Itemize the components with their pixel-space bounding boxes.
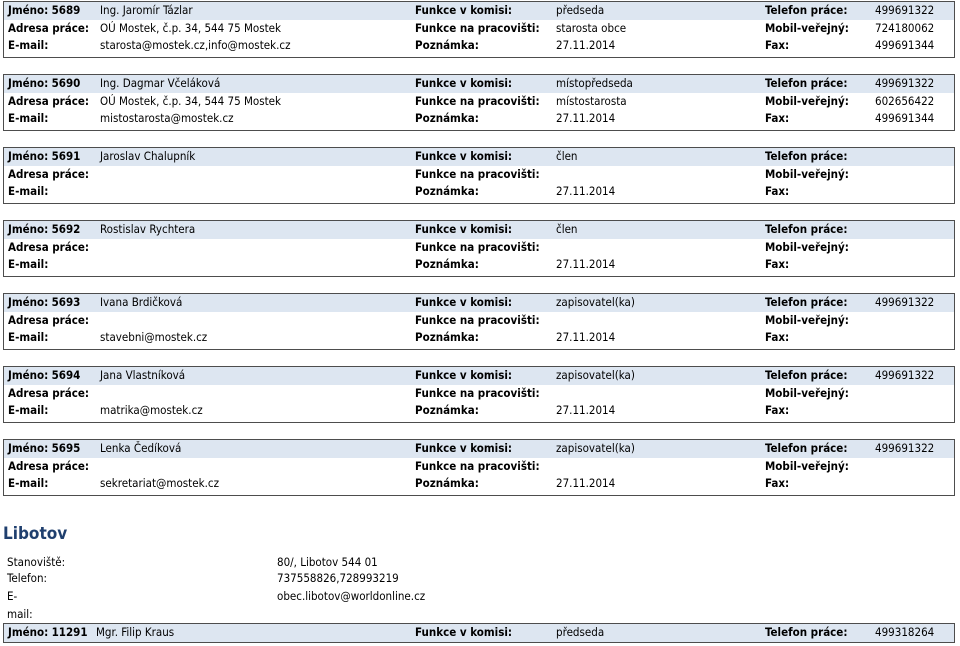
committee-role-label: Funkce v komisi: (411, 2, 552, 20)
phone-value (871, 148, 954, 166)
member-id: 5695 (51, 441, 81, 455)
mobile-label: Mobil-veřejný: (765, 166, 849, 181)
mobile-label: Mobil-veřejný: (765, 385, 849, 400)
phone-value: 499318264 (871, 624, 954, 642)
member-card (3, 293, 955, 350)
note-label: Poznámka: (415, 111, 479, 125)
workplace-role-label: Funkce na pracovišti: (415, 385, 540, 400)
fax-value (871, 402, 954, 420)
member-name: Lenka Čedíková (96, 440, 411, 458)
mobile-value (871, 458, 954, 476)
note-label: Poznámka: (415, 403, 479, 417)
phone-label: Telefon práce: (761, 221, 871, 239)
member-name: Jaroslav Chalupník (96, 148, 411, 166)
committee-role-value: zapisovatel(ka) (552, 440, 761, 458)
phone-label: Telefon: (7, 571, 47, 585)
note-label: Poznámka: (415, 38, 479, 52)
name-label-cell: Jméno: 5693 (4, 294, 96, 312)
note-value: 27.11.2014 (556, 403, 616, 417)
email-value: obec.libotov@worldonline.cz (277, 589, 426, 603)
address-value (96, 166, 411, 184)
name-label-cell: Jméno: 5694 (4, 367, 96, 385)
note-label: Poznámka: (415, 257, 479, 271)
workplace-role-value (552, 239, 761, 257)
name-label-cell: Jméno: 5692 (4, 221, 96, 239)
email-label: E-mail: (8, 184, 49, 198)
note-value: 27.11.2014 (556, 111, 616, 125)
note-value: 27.11.2014 (556, 38, 616, 52)
phone-value: 499691322 (871, 440, 954, 458)
address-value (96, 239, 411, 257)
member-card (3, 74, 955, 131)
phone-value: 499691322 (871, 75, 954, 93)
member-id: 5689 (51, 3, 81, 17)
committee-role-label: Funkce v komisi: (411, 75, 552, 93)
member-name: Mgr. Filip Kraus (92, 624, 411, 642)
address-value (96, 312, 411, 330)
committee-role-label: Funkce v komisi: (411, 440, 552, 458)
note-label: Poznámka: (415, 476, 479, 490)
phone-value: 499691322 (871, 294, 954, 312)
email-label: E-mail: (8, 38, 49, 52)
fax-value: 499691344 (875, 38, 935, 52)
fax-label: Fax: (765, 476, 790, 490)
member-name: Rostislav Rychtera (96, 221, 411, 239)
address-label: Adresa práce: (8, 458, 90, 473)
fax-label: Fax: (765, 257, 790, 271)
address-value (96, 458, 411, 476)
member-card (3, 147, 955, 204)
phone-label: Telefon práce: (761, 2, 871, 20)
email-value (96, 256, 411, 274)
address-label: Adresa práce: (8, 166, 90, 181)
mobile-value (871, 385, 954, 403)
member-name: Jana Vlastníková (96, 367, 411, 385)
address-value (96, 385, 411, 403)
email-value: sekretariat@mostek.cz (100, 476, 219, 490)
mobile-value (871, 239, 954, 257)
mobile-value: 724180062 (875, 20, 935, 35)
note-value: 27.11.2014 (556, 184, 616, 198)
workplace-role-value (552, 385, 761, 403)
committee-role-label: Funkce v komisi: (411, 294, 552, 312)
mobile-value (871, 166, 954, 184)
committee-role-value: člen (552, 148, 761, 166)
mobile-label: Mobil-veřejný: (765, 93, 849, 108)
email-value: starosta@mostek.cz,info@mostek.cz (100, 38, 291, 52)
email-label: E-mail: (8, 476, 49, 490)
name-label-cell: Jméno: 5690 (4, 75, 96, 93)
member-id: 5690 (51, 76, 81, 90)
address-label: Adresa práce: (8, 312, 90, 327)
member-id: 5694 (51, 368, 81, 382)
fax-label: Fax: (765, 184, 790, 198)
workplace-role-label: Funkce na pracovišti: (415, 166, 540, 181)
workplace-role-value (552, 312, 761, 330)
phone-label: Telefon práce: (761, 294, 871, 312)
fax-label: Fax: (765, 38, 790, 52)
location-value: 80/, Libotov 544 01 (277, 555, 378, 569)
fax-value (871, 183, 954, 201)
email-value: mistostarosta@mostek.cz (100, 111, 234, 125)
workplace-role-value (552, 458, 761, 476)
workplace-role-value: místostarosta (556, 93, 627, 108)
mobile-label: Mobil-veřejný: (765, 239, 849, 254)
phone-label: Telefon práce: (761, 148, 871, 166)
fax-value (871, 475, 954, 493)
workplace-role-value (552, 166, 761, 184)
member-card (3, 220, 955, 277)
phone-value: 499691322 (871, 367, 954, 385)
name-label-cell: Jméno: 11291 (4, 624, 92, 642)
address-label: Adresa práce: (8, 20, 90, 35)
mobile-label: Mobil-veřejný: (765, 458, 849, 473)
phone-label: Telefon práce: (761, 75, 871, 93)
phone-value (871, 221, 954, 239)
workplace-role-label: Funkce na pracovišti: (415, 458, 540, 473)
committee-role-value: místopředseda (552, 75, 761, 93)
fax-label: Fax: (765, 403, 790, 417)
phone-label: Telefon práce: (761, 367, 871, 385)
name-label-cell: Jméno: 5695 (4, 440, 96, 458)
note-value: 27.11.2014 (556, 476, 616, 490)
mobile-value: 602656422 (875, 93, 935, 108)
committee-role-label: Funkce v komisi: (411, 148, 552, 166)
committee-role-value: člen (552, 221, 761, 239)
phone-label: Telefon práce: (761, 440, 871, 458)
workplace-role-label: Funkce na pracovišti: (415, 239, 540, 254)
fax-value: 499691344 (875, 111, 935, 125)
note-value: 27.11.2014 (556, 257, 616, 271)
fax-value (871, 256, 954, 274)
email-label: E-mail: (8, 330, 49, 344)
phone-value: 737558826,728993219 (277, 571, 399, 585)
email-label: E-mail: (8, 403, 49, 417)
member-card-last (3, 623, 955, 643)
member-id: 5692 (51, 222, 81, 236)
phone-label: Telefon práce: (761, 624, 871, 642)
committee-role-value: předseda (552, 2, 761, 20)
note-label: Poznámka: (415, 330, 479, 344)
member-name: Ing. Dagmar Včeláková (96, 75, 411, 93)
name-label-cell: Jméno: 5691 (4, 148, 96, 166)
member-id: 5691 (51, 149, 81, 163)
workplace-role-label: Funkce na pracovišti: (415, 312, 540, 327)
email-label: E-mail: (8, 111, 49, 125)
workplace-role-value: starosta obce (556, 20, 627, 35)
member-card (3, 1, 955, 58)
address-value: OÚ Mostek, č.p. 34, 544 75 Mostek (100, 93, 282, 108)
email-value: stavebni@mostek.cz (100, 330, 208, 344)
note-label: Poznámka: (415, 184, 479, 198)
committee-role-label: Funkce v komisi: (411, 624, 552, 642)
mobile-value (871, 312, 954, 330)
workplace-role-label: Funkce na pracovišti: (415, 20, 540, 35)
member-card (3, 439, 955, 496)
name-label-cell: Jméno: 5689 (4, 2, 96, 20)
mobile-label: Mobil-veřejný: (765, 312, 849, 327)
phone-value: 499691322 (871, 2, 954, 20)
member-name: Ivana Brdičková (96, 294, 411, 312)
address-label: Adresa práce: (8, 93, 90, 108)
fax-value (871, 329, 954, 347)
member-card (3, 366, 955, 423)
note-value: 27.11.2014 (556, 330, 616, 344)
address-value: OÚ Mostek, č.p. 34, 544 75 Mostek (100, 20, 282, 35)
member-name: Ing. Jaromír Tázlar (96, 2, 411, 20)
workplace-role-label: Funkce na pracovišti: (415, 93, 540, 108)
municipality-title: Libotov (3, 524, 68, 544)
committee-role-label: Funkce v komisi: (411, 367, 552, 385)
committee-role-value: předseda (552, 624, 761, 642)
fax-label: Fax: (765, 330, 790, 344)
location-label: Stanoviště: (7, 555, 66, 569)
fax-label: Fax: (765, 111, 790, 125)
committee-role-label: Funkce v komisi: (411, 221, 552, 239)
email-value: matrika@mostek.cz (100, 403, 203, 417)
committee-role-value: zapisovatel(ka) (552, 294, 761, 312)
address-label: Adresa práce: (8, 239, 90, 254)
email-label: E-mail: (8, 257, 49, 271)
email-label: E-mail: (7, 589, 33, 621)
mobile-label: Mobil-veřejný: (765, 20, 849, 35)
committee-role-value: zapisovatel(ka) (552, 367, 761, 385)
email-value (96, 183, 411, 201)
member-id: 5693 (51, 295, 81, 309)
address-label: Adresa práce: (8, 385, 90, 400)
